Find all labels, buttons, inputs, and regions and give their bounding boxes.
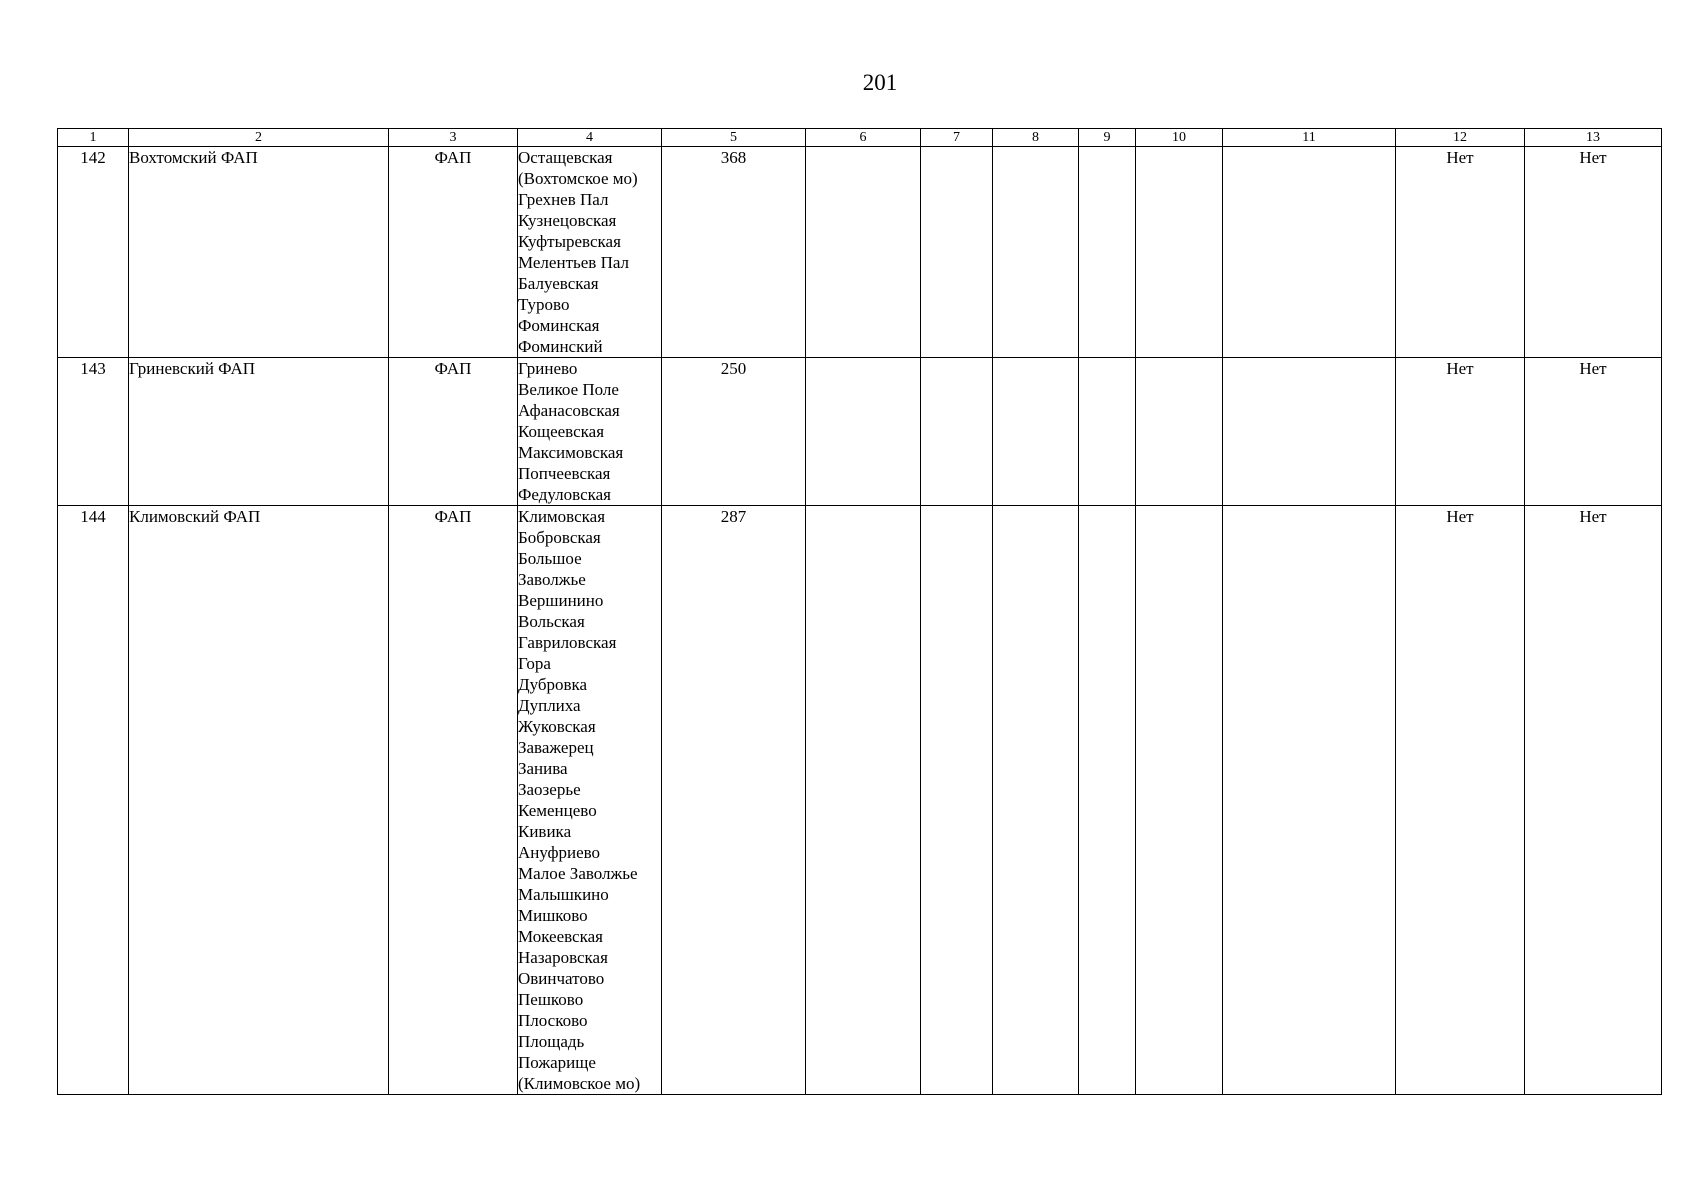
empty-cell-col-10 <box>1136 358 1223 506</box>
place-item: Турово <box>518 295 570 314</box>
place-item: Афанасовская <box>518 401 620 420</box>
places-cell <box>518 147 662 358</box>
place-item: Гавриловская <box>518 633 617 652</box>
row-number-cell: 144 <box>58 506 129 1095</box>
column-number-row <box>58 129 1662 147</box>
empty-cell-col-6 <box>806 358 921 506</box>
place-item: Заволжье <box>518 570 586 589</box>
empty-cell-col-6 <box>806 147 921 358</box>
empty-cell-col-9 <box>1079 506 1136 1095</box>
column-header: 13 <box>1525 129 1662 147</box>
column-header: 5 <box>662 129 806 147</box>
place-item: Дуплиха <box>518 696 581 715</box>
place-item: Грехнев Пал <box>518 190 609 209</box>
place-item: Овинчатово <box>518 969 605 988</box>
place-item: Федуловская <box>518 485 611 504</box>
empty-cell-col-9 <box>1079 358 1136 506</box>
place-item: Площадь <box>518 1032 585 1051</box>
place-item: Заозерье <box>518 780 581 799</box>
column-header: 12 <box>1396 129 1525 147</box>
empty-cell-col-11 <box>1223 358 1396 506</box>
column-header: 1 <box>58 129 129 147</box>
place-item: Фоминская <box>518 316 600 335</box>
empty-cell-col-6 <box>806 506 921 1095</box>
population-cell: 368 <box>662 147 806 358</box>
row-number-cell: 143 <box>58 358 129 506</box>
place-item: Бобровская <box>518 528 601 547</box>
place-item: Остащевская <box>518 148 613 167</box>
place-item: Фоминский <box>518 337 603 356</box>
place-item: Большое <box>518 549 582 568</box>
place-item: Плосково <box>518 1011 588 1030</box>
place-item: Малышкино <box>518 885 609 904</box>
facility-type-cell: ФАП <box>389 506 518 1095</box>
column-header: 4 <box>518 129 662 147</box>
empty-cell-col-10 <box>1136 506 1223 1095</box>
place-item: Кузнецовская <box>518 211 617 230</box>
place-item: Жуковская <box>518 717 596 736</box>
place-item: Дубровка <box>518 675 588 694</box>
place-item: Кивика <box>518 822 572 841</box>
place-item: Максимовская <box>518 443 624 462</box>
empty-cell-col-7 <box>921 358 993 506</box>
empty-cell-col-8 <box>993 506 1079 1095</box>
place-item: Занива <box>518 759 568 778</box>
population-cell: 250 <box>662 358 806 506</box>
table-row <box>58 147 1662 358</box>
column-header: 7 <box>921 129 993 147</box>
empty-cell-col-7 <box>921 506 993 1095</box>
col12-cell: Нет <box>1396 358 1525 506</box>
place-item: Мишково <box>518 906 588 925</box>
place-item: Гора <box>518 654 551 673</box>
col13-cell: Нет <box>1525 506 1662 1095</box>
places-cell <box>518 506 662 1095</box>
col13-cell: Нет <box>1525 358 1662 506</box>
facility-name-cell: Гриневский ФАП <box>129 358 389 506</box>
facility-type-cell: ФАП <box>389 147 518 358</box>
place-item: Пешково <box>518 990 584 1009</box>
col13-cell: Нет <box>1525 147 1662 358</box>
column-header: 9 <box>1079 129 1136 147</box>
place-item: Климовская <box>518 507 606 526</box>
population-cell: 287 <box>662 506 806 1095</box>
place-item: Заважерец <box>518 738 594 757</box>
place-item: Мелентьев Пал <box>518 253 630 272</box>
place-item: Вершинино <box>518 591 604 610</box>
places-cell <box>518 358 662 506</box>
facility-type-cell: ФАП <box>389 358 518 506</box>
place-item: Ануфриево <box>518 843 601 862</box>
table-row <box>58 506 1662 1095</box>
column-header: 3 <box>389 129 518 147</box>
column-header: 2 <box>129 129 389 147</box>
place-item: Мокеевская <box>518 927 603 946</box>
facility-name-cell: Климовский ФАП <box>129 506 389 1095</box>
empty-cell-col-11 <box>1223 147 1396 358</box>
empty-cell-col-11 <box>1223 506 1396 1095</box>
place-item: Вольская <box>518 612 585 631</box>
empty-cell-col-8 <box>993 147 1079 358</box>
table-row <box>58 358 1662 506</box>
page-number: 201 <box>862 70 898 95</box>
place-item: Пожарище <box>518 1053 596 1072</box>
col12-cell: Нет <box>1396 147 1525 358</box>
row-number-cell: 142 <box>58 147 129 358</box>
place-item: Гринево <box>518 359 578 378</box>
facility-name-cell: Вохтомский ФАП <box>129 147 389 358</box>
column-header: 8 <box>993 129 1079 147</box>
column-header: 6 <box>806 129 921 147</box>
place-item: Куфтыревская <box>518 232 621 251</box>
place-item: Назаровская <box>518 948 608 967</box>
place-item: Балуевская <box>518 274 599 293</box>
empty-cell-col-7 <box>921 147 993 358</box>
place-item: (Климовское мо) <box>518 1074 641 1093</box>
facility-table <box>57 128 1662 1095</box>
empty-cell-col-10 <box>1136 147 1223 358</box>
place-item: Кеменцево <box>518 801 597 820</box>
place-item: Попчеевская <box>518 464 611 483</box>
col12-cell: Нет <box>1396 506 1525 1095</box>
place-item: (Вохтомское мо) <box>518 169 638 188</box>
place-item: Кощеевская <box>518 422 605 441</box>
column-header: 10 <box>1136 129 1223 147</box>
place-item: Великое Поле <box>518 380 619 399</box>
empty-cell-col-9 <box>1079 147 1136 358</box>
empty-cell-col-8 <box>993 358 1079 506</box>
place-item: Малое Заволжье <box>518 864 638 883</box>
column-header: 11 <box>1223 129 1396 147</box>
